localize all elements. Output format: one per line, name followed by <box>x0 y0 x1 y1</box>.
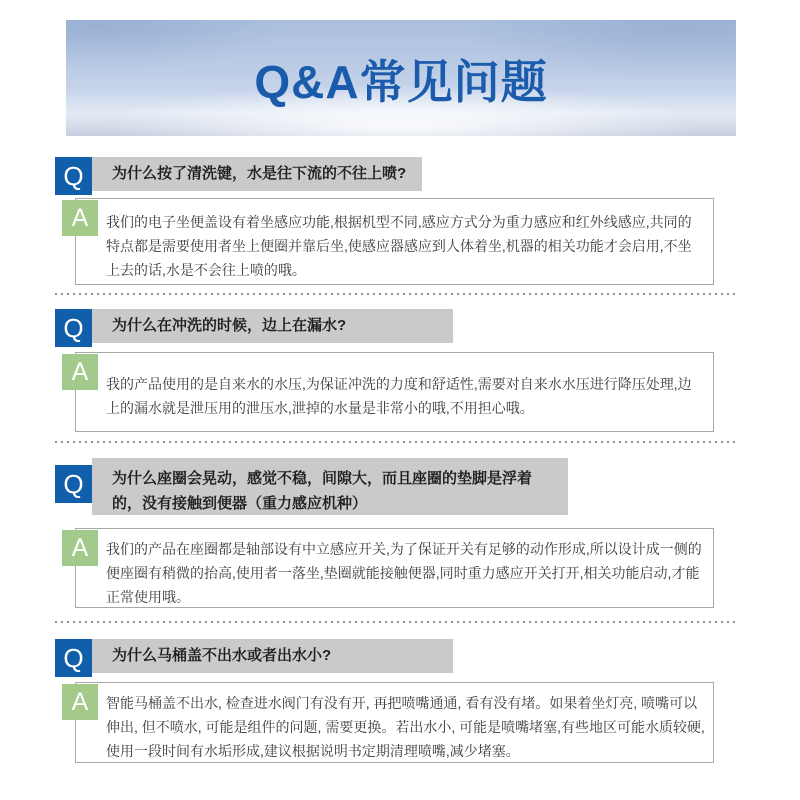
a-badge: A <box>62 354 98 390</box>
question-bar: 为什么马桶盖不出水或者出水小? <box>92 639 453 673</box>
answer-text: 我们的电子坐便盖设有着坐感应功能,根据机型不同,感应方式分为重力感应和红外线感应,共同的特点都是需要使用者坐上便圈并靠后坐,使感应器感应到人体着坐,机器的相关功能才会启用,不坐上去的话,水是不会往上喷的哦。 <box>106 214 692 278</box>
q-badge: Q <box>55 639 92 677</box>
a-badge: A <box>62 684 98 720</box>
a-badge: A <box>62 200 98 236</box>
answer-text: 我们的产品在座圈都是轴部设有中立感应开关,为了保证开关有足够的动作形成,所以设计成一侧的便座圈有稍微的抬高,使用者一落坐,垫圈就能接触便器,同时重力感应开关打开,相关功能启动,才能正常使用哦。 <box>106 541 702 605</box>
q-badge: Q <box>55 465 92 503</box>
dotted-separator <box>55 621 737 623</box>
question-bar: 为什么按了清洗键，水是往下流的不往上喷? <box>92 157 422 191</box>
q-badge: Q <box>55 157 92 195</box>
answer-text: 我的产品使用的是自来水的水压,为保证冲洗的力度和舒适性,需要对自来水水压进行降压处理,边上的漏水就是泄压用的泄压水,泄掉的水量是非常小的哦,不用担心哦。 <box>106 376 692 416</box>
page-title: Q&A常见问题 <box>254 56 548 108</box>
answer-box <box>75 198 714 285</box>
sky-banner <box>66 20 736 136</box>
a-badge: A <box>62 530 98 566</box>
answer-text: 智能马桶盖不出水, 检查进水阀门有没有开, 再把喷嘴通通, 看有没有堵。如果着坐灯亮, 喷嘴可以伸出, 但不喷水, 可能是组件的问题, 需要更换。若出水小, 可能是喷嘴堵塞,有些地区可能水质较硬,使用一段时间有水垢形成,建议根据说明书定期清理喷嘴,减少堵塞。 <box>106 695 705 759</box>
answer-box <box>75 682 714 763</box>
q-badge: Q <box>55 309 92 347</box>
answer-box <box>75 352 714 432</box>
question-bar: 为什么座圈会晃动，感觉不稳，间隙大，而且座圈的垫脚是浮着的，没有接触到便器（重力感应机种） <box>92 458 568 515</box>
dotted-separator <box>55 293 737 295</box>
answer-box <box>75 528 714 608</box>
dotted-separator <box>55 441 737 443</box>
question-bar: 为什么在冲洗的时候，边上在漏水? <box>92 309 453 343</box>
